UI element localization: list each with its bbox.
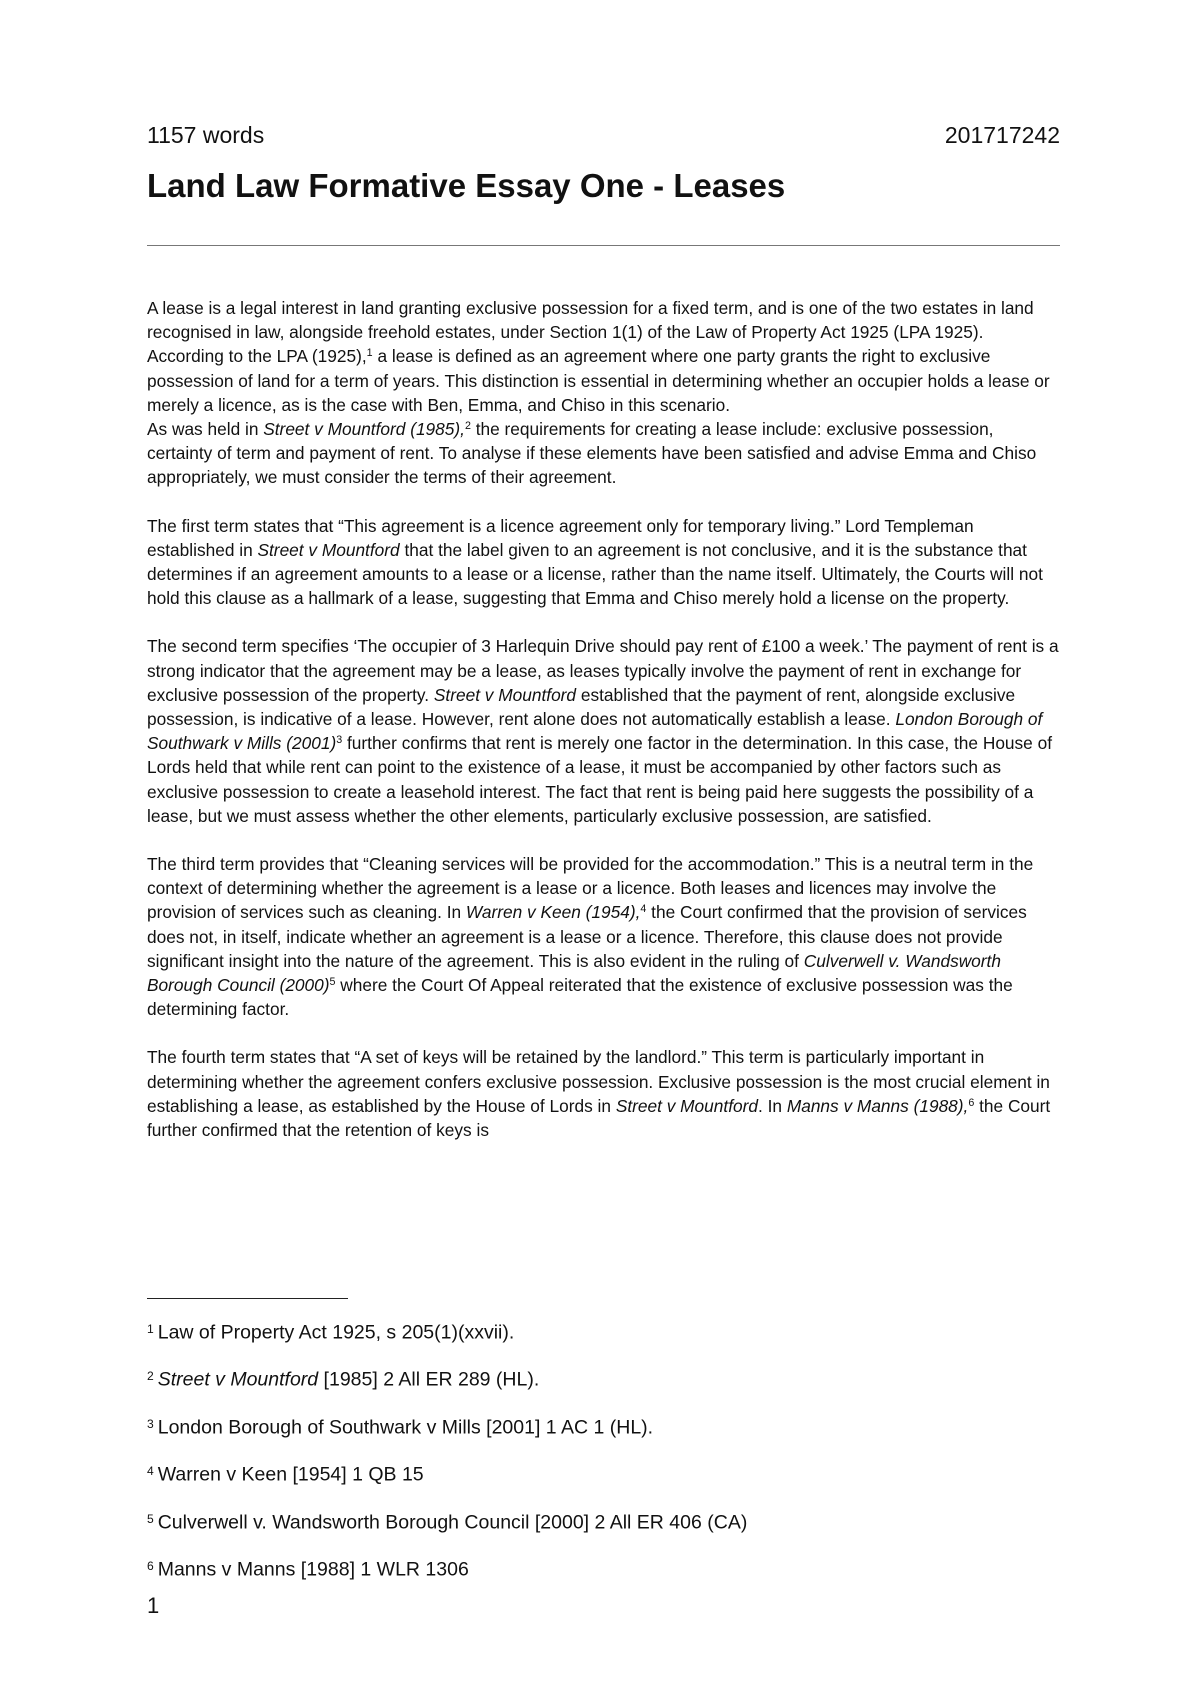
essay-title: Land Law Formative Essay One - Leases	[147, 167, 786, 204]
paragraph-requirements	[147, 417, 1060, 490]
case-citation: Street v Mountford	[157, 1368, 319, 1391]
text-run: The first term states that “This agreement is a licence agreement only for temporary living.” Lord Templeman established in	[147, 515, 974, 560]
text-run: the requirements for creating a lease include: exclusive possession, certainty of term and payment of rent. To analyse if these elements have been satisfied and advise Emma and Chiso appropriately, we must consider the terms of their agreement.	[147, 419, 1037, 488]
footnote-number: 2	[147, 1369, 154, 1384]
word-count: 1157 words	[147, 122, 265, 148]
text-run: The third term provides that “Cleaning services will be provided for the accommodation.” This is a neutral term in the context of determining whether the agreement is a lease or a licence. Both leases and licences may involve the provision of services such as cleaning. In	[147, 854, 1034, 923]
footnote-3	[147, 1410, 1060, 1441]
text-run: that the label given to an agreement is not conclusive, and it is the substance that determines if an agreement amounts to a lease or a license, rather than the name itself. Ultimately, the Courts will not hold this clause as a hallmark of a lease, suggesting that Emma and Chiso merely hold a license on the property.	[147, 539, 1043, 609]
footnote-6	[147, 1552, 1060, 1583]
footnote-ref[interactable]: 5	[329, 976, 336, 989]
essay-body	[147, 296, 1060, 1142]
footnote-ref[interactable]: 3	[336, 734, 343, 747]
title-divider	[147, 245, 1060, 246]
footnote-ref[interactable]: 1	[366, 347, 373, 360]
footnote-text: Culverwell v. Wandsworth Borough Council [2000] 2 All ER 406 (CA)	[157, 1511, 748, 1534]
footnote-5	[147, 1505, 1060, 1536]
text-run: A lease is a legal interest in land granting exclusive possession for a fixed term, and is one of the two estates in land recognised in law, alongside freehold estates, under Section 1(1) of the Law of Property Act 1925 (LPA 1925). According to the LPA (1925),	[147, 298, 1034, 367]
paragraph-second-term	[147, 634, 1060, 828]
paragraph-third-term	[147, 852, 1060, 1021]
footnote-text: Law of Property Act 1925, s 205(1)(xxvii).	[157, 1321, 515, 1344]
footnote-number: 3	[147, 1416, 154, 1431]
text-run: the Court further confirmed that the retention of keys is	[147, 1095, 1051, 1141]
text-run: established that the payment of rent, alongside exclusive possession, is indicative of a lease. However, rent alone does not automatically establish a lease.	[147, 684, 1016, 730]
page-number: 1	[147, 1593, 160, 1618]
case-citation: Street v Mountford	[433, 684, 577, 705]
footnote-number: 1	[147, 1322, 154, 1336]
text-run: a lease is defined as an agreement where one party grants the right to exclusive possession of land for a term of years. This distinction is essential in determining whether an occupier holds a lease or merely a licence, as is the case with Ben, Emma, and Chiso in this scenario.	[147, 346, 1050, 415]
case-citation: Manns v Manns (1988),	[786, 1095, 969, 1116]
footnote-number: 5	[147, 1511, 154, 1526]
text-run: . In	[757, 1095, 787, 1116]
text-run: the Court confirmed that the provision of services does not, in itself, indicate whether an agreement is a lease or a licence. Therefore, this clause does not provide significant insight into the nature of the agreement. This is also evident in the ruling of	[147, 902, 1027, 971]
footnote-text: Warren v Keen [1954] 1 QB 15	[157, 1463, 424, 1486]
case-citation: Culverwell v. Wandsworth Borough Council (2000)	[147, 950, 1001, 996]
footnote-number: 4	[147, 1464, 154, 1479]
case-citation: Street v Mountford	[257, 539, 400, 560]
case-citation: London Borough of Southwark v Mills (2001)	[147, 709, 1043, 754]
paragraph-first-term	[147, 514, 1060, 611]
text-run: further confirms that rent is merely one factor in the determination. In this case, the House of Lords held that while rent can point to the existence of a lease, it must be accompanied by other factors such as exclusive possession to create a leasehold interest. The fact that rent is being paid here suggests the possibility of a lease, but we must assess whether the other elements, particularly exclusive possession, are satisfied.	[147, 733, 1053, 826]
text-run: where the Court Of Appeal reiterated that the existence of exclusive possession was the determining factor.	[147, 975, 1013, 1020]
case-citation: Street v Mountford	[615, 1095, 758, 1116]
paragraph-fourth-term	[147, 1045, 1060, 1142]
footnote-4	[147, 1457, 1060, 1488]
case-citation: Warren v Keen (1954),	[465, 902, 641, 923]
footnote-text: Manns v Manns [1988] 1 WLR 1306	[157, 1558, 469, 1581]
footnote-1	[147, 1315, 1060, 1346]
text-run: The second term specifies ‘The occupier of 3 Harlequin Drive should pay rent of £100 a week.’ The payment of rent is a strong indicator that the agreement may be a lease, as leases typically involve the payment of rent in exchange for exclusive possession of the property.	[147, 636, 1059, 705]
footnote-text: [1985] 2 All ER 289 (HL).	[318, 1368, 540, 1391]
paragraph-intro	[147, 296, 1060, 417]
text-run: The fourth term states that “A set of keys will be retained by the landlord.” This term is particularly important in determining whether the agreement confers exclusive possession. Exclusive possession is the most crucial element in establishing a lease, as established by the House of Lords in	[147, 1047, 1050, 1116]
footnote-separator	[147, 1298, 348, 1299]
footnotes	[147, 1315, 1060, 1600]
footnote-2	[147, 1362, 1060, 1393]
footnote-ref[interactable]: 4	[640, 903, 647, 916]
footnote-ref[interactable]: 2	[464, 420, 471, 433]
document-header	[147, 120, 1060, 150]
student-id: 201717242	[944, 122, 1060, 148]
case-citation: Street v Mountford (1985),	[263, 419, 465, 440]
footnote-number: 6	[147, 1559, 154, 1574]
text-run: As was held in	[147, 419, 264, 440]
footnote-ref[interactable]: 6	[968, 1097, 975, 1109]
footnote-text: London Borough of Southwark v Mills [2001] 1 AC 1 (HL).	[157, 1416, 654, 1439]
